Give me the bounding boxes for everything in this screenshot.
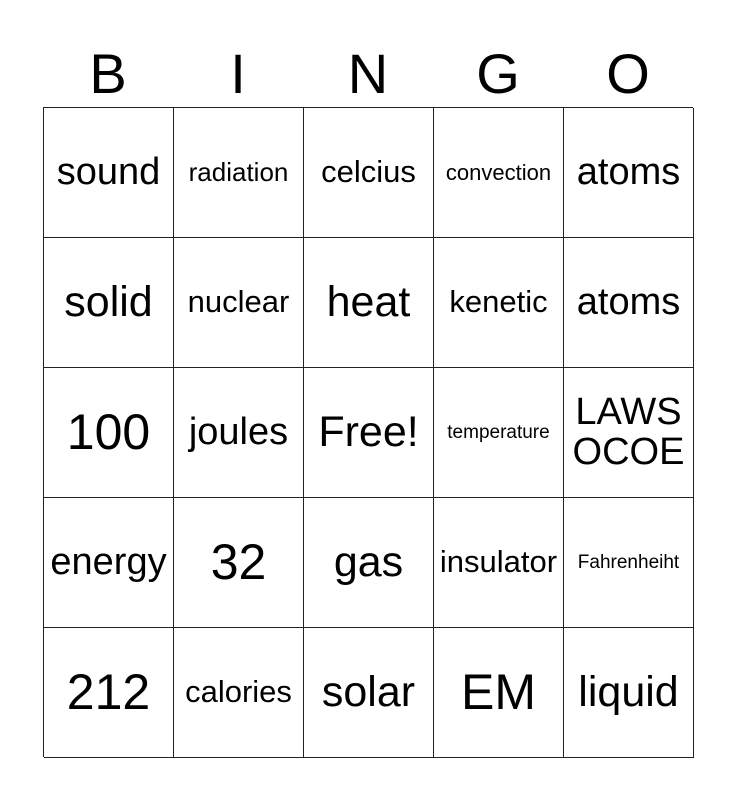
bingo-cell-free: Free! bbox=[304, 368, 434, 498]
bingo-cell-r4c4: insulator bbox=[434, 498, 564, 628]
bingo-cell-r5c4: EM bbox=[434, 628, 564, 758]
header-letter-o: O bbox=[606, 42, 650, 105]
bingo-cell-r3c4: temperature bbox=[434, 368, 564, 498]
bingo-cell-r3c2: joules bbox=[174, 368, 304, 498]
bingo-cell-r5c5: liquid bbox=[564, 628, 694, 758]
bingo-header bbox=[43, 40, 693, 108]
bingo-cell-r3c1: 100 bbox=[44, 368, 174, 498]
bingo-cell-r1c5: atoms bbox=[564, 108, 694, 238]
bingo-cell-r1c4: convection bbox=[434, 108, 564, 238]
bingo-cell-r4c5: Fahrenheiht bbox=[564, 498, 694, 628]
bingo-cell-r2c3: heat bbox=[304, 238, 434, 368]
bingo-board bbox=[43, 107, 693, 757]
bingo-cell-r1c2: radiation bbox=[174, 108, 304, 238]
bingo-cell-r2c2: nuclear bbox=[174, 238, 304, 368]
header-letter-g: G bbox=[476, 42, 520, 105]
bingo-cell-r4c1: energy bbox=[44, 498, 174, 628]
header-letter-i: I bbox=[230, 42, 246, 105]
header-letter-n: N bbox=[347, 42, 389, 105]
bingo-cell-r5c3: solar bbox=[304, 628, 434, 758]
bingo-cell-r1c1: sound bbox=[44, 108, 174, 238]
bingo-cell-r2c4: kenetic bbox=[434, 238, 564, 368]
bingo-cell-r4c3: gas bbox=[304, 498, 434, 628]
bingo-cell-r4c2: 32 bbox=[174, 498, 304, 628]
bingo-cell-r5c2: calories bbox=[174, 628, 304, 758]
bingo-cell-r5c1: 212 bbox=[44, 628, 174, 758]
header-letter-b: B bbox=[89, 42, 127, 105]
bingo-cell-r1c3: celcius bbox=[304, 108, 434, 238]
bingo-cell-r2c5: atoms bbox=[564, 238, 694, 368]
bingo-cell-r3c5: LAWS OCOE bbox=[564, 368, 694, 498]
bingo-cell-r2c1: solid bbox=[44, 238, 174, 368]
